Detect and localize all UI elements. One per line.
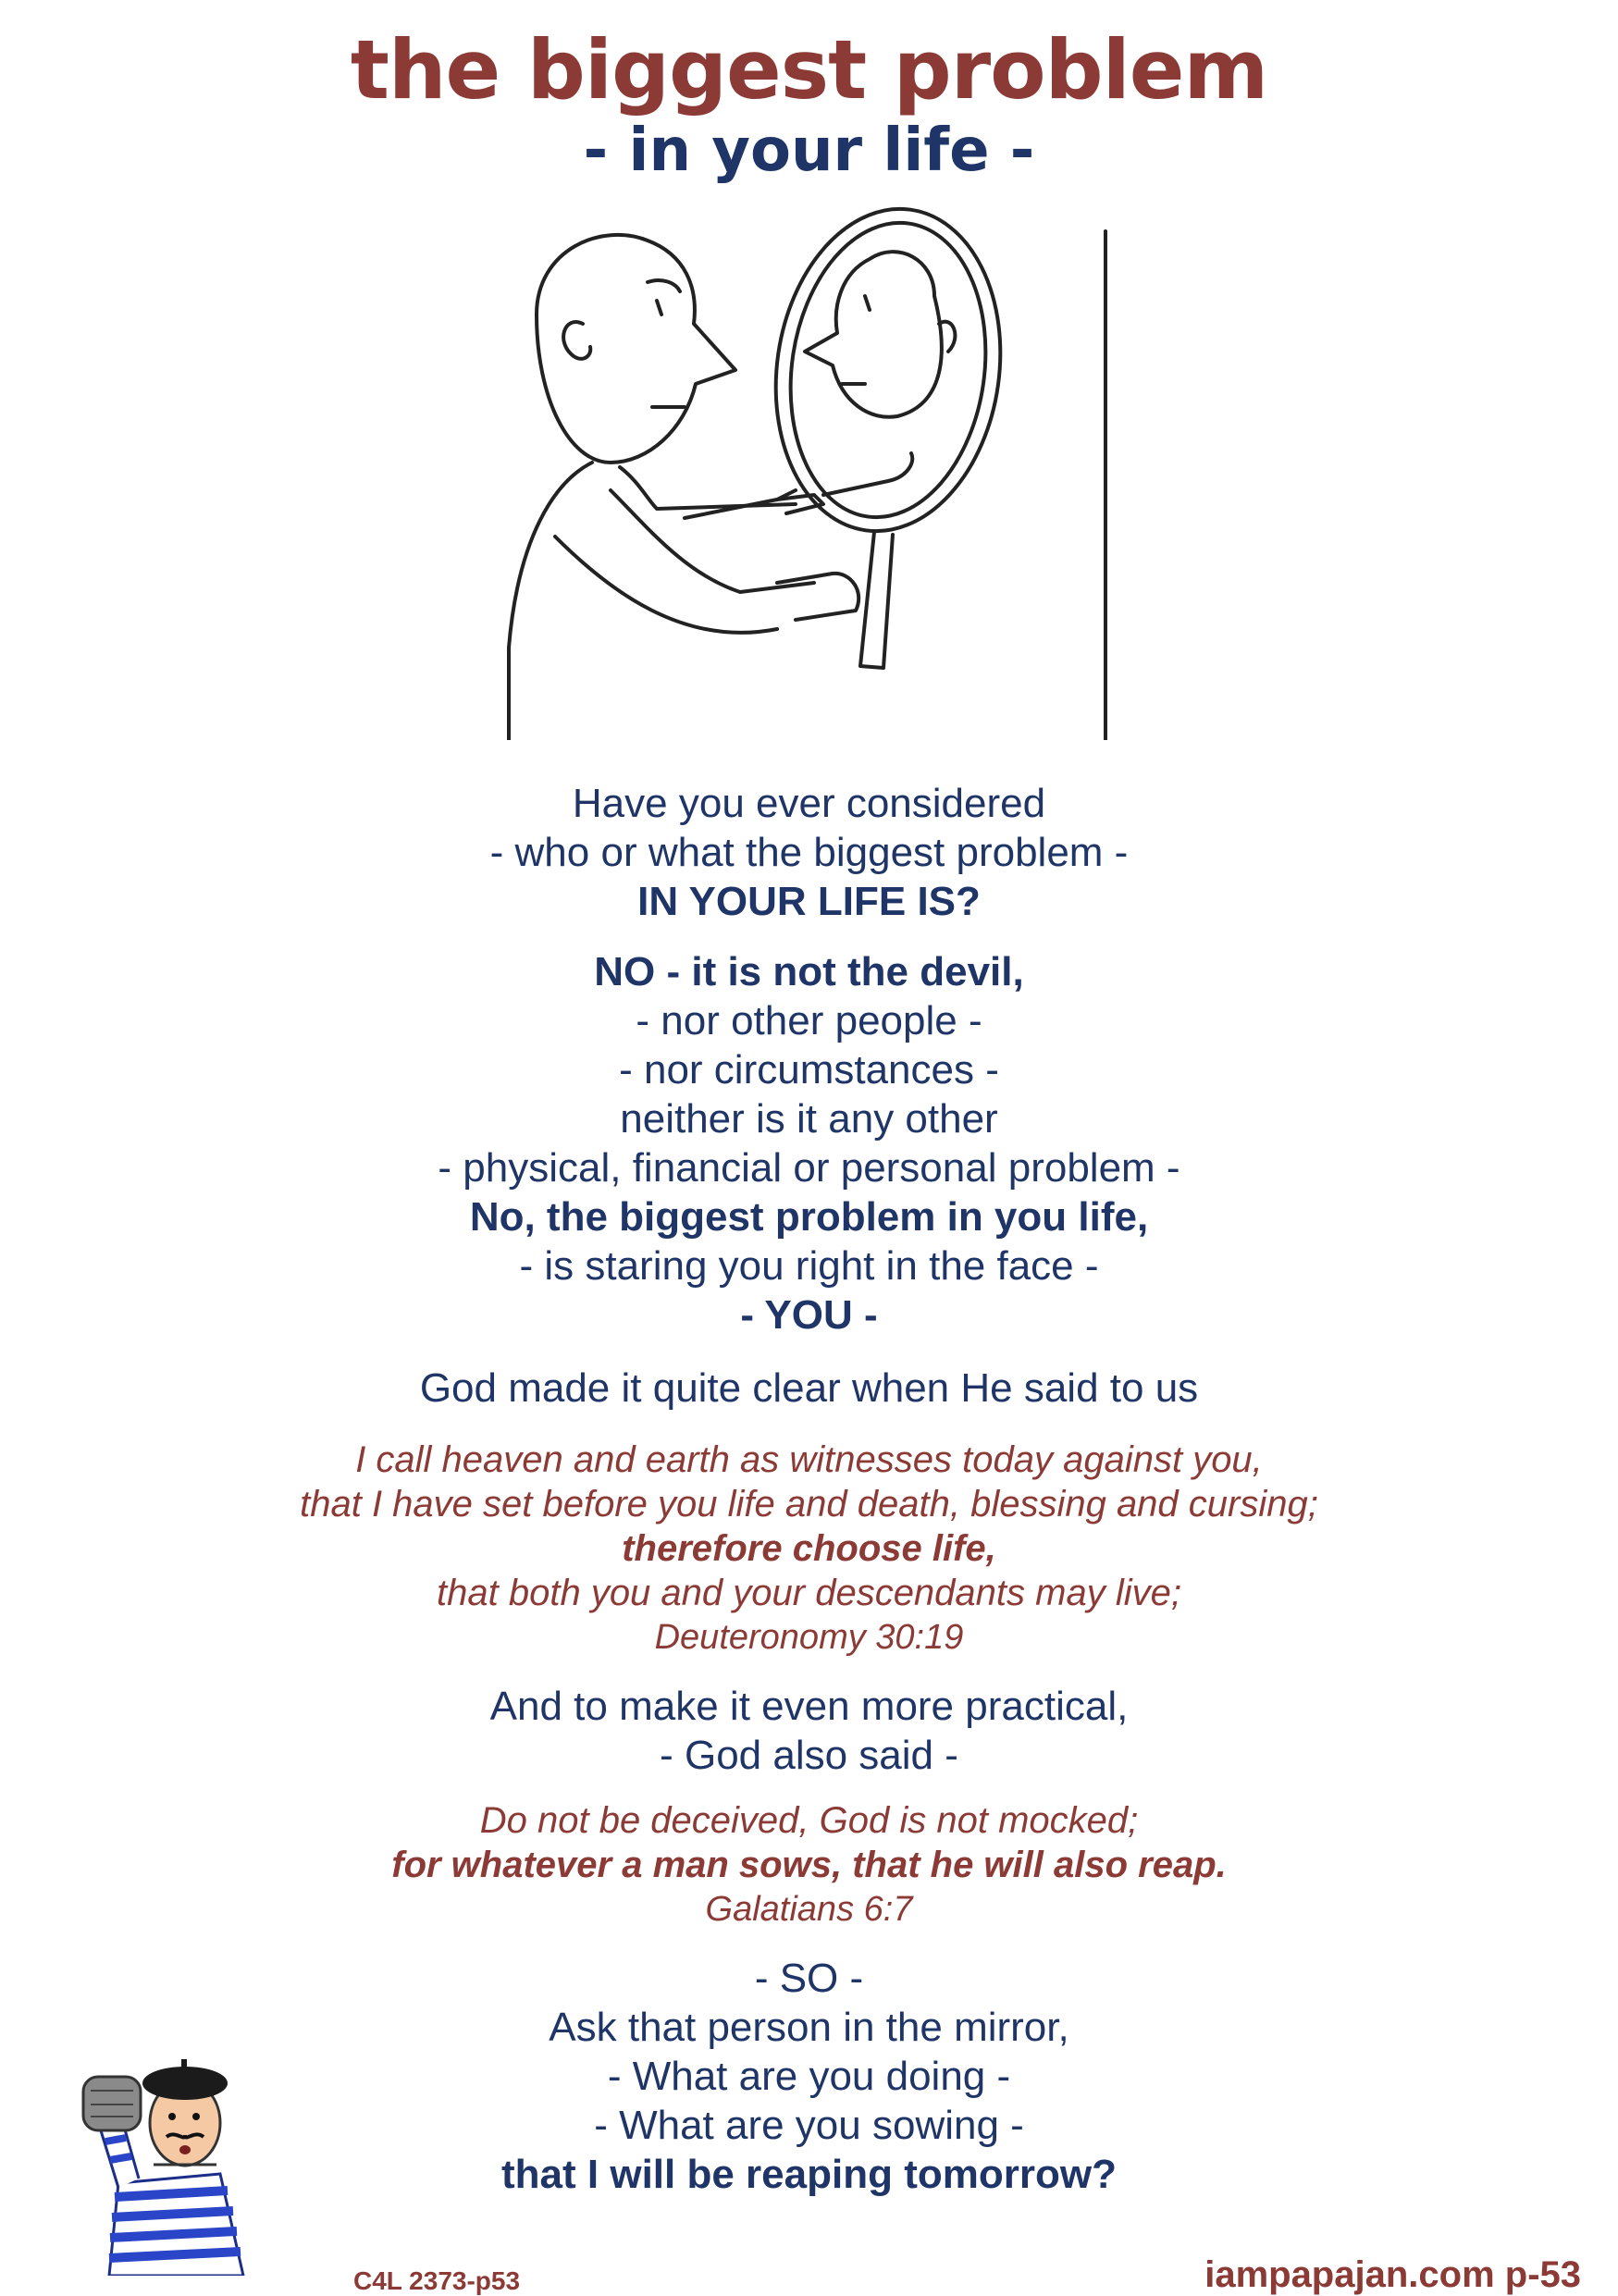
answer-line-7: - is staring you right in the face -: [519, 1243, 1099, 1289]
verse1-reference: Deuteronomy 30:19: [654, 1618, 964, 1657]
answer-line-1: NO - it is not the devil,: [594, 949, 1024, 994]
man-pointing-at-mirror-reflection-icon: [500, 185, 1129, 740]
closing-line-3: - What are you doing -: [607, 2054, 1011, 2099]
answer-line-8: - YOU -: [740, 1292, 878, 1338]
god-said-block: [0, 1364, 1618, 1413]
answer-block: [0, 947, 1618, 1339]
verse-deuteronomy: [0, 1438, 1618, 1660]
closing-line-2: Ask that person in the mirror,: [549, 2005, 1069, 2050]
answer-line-2: - nor other people -: [636, 998, 982, 1043]
verse1-line-1: I call heaven and earth as witnesses today against you,: [355, 1439, 1263, 1480]
closing-line-1: - SO -: [754, 1956, 864, 2001]
answer-line-3: - nor circumstances -: [619, 1047, 999, 1092]
verse1-line-3: therefore choose life,: [622, 1528, 996, 1569]
footer-site: iampapajan.com p-53: [1204, 2254, 1581, 2295]
verse1-line-4: that both you and your descendants may live;: [437, 1573, 1181, 1613]
verse2-line-2: for whatever a man sows, that he will also reap.: [391, 1845, 1227, 1885]
intro-line-2: - who or what the biggest problem -: [489, 830, 1129, 875]
striped-shirt-mascot-fist-icon: [81, 2026, 266, 2276]
intro-line-3: IN YOUR LIFE IS?: [637, 879, 981, 924]
practical-block: [0, 1682, 1618, 1780]
verse2-line-1: Do not be deceived, God is not mocked;: [479, 1800, 1139, 1841]
closing-line-4: - What are you sowing -: [594, 2103, 1024, 2148]
verse-galatians: [0, 1798, 1618, 1932]
practical-line-2: - God also said -: [660, 1733, 958, 1778]
god-said-line: God made it quite clear when He said to us: [419, 1365, 1199, 1411]
page-title: the biggest problem: [350, 22, 1268, 117]
answer-line-6: No, the biggest problem in you life,: [469, 1194, 1149, 1240]
closing-line-5: that I will be reaping tomorrow?: [501, 2152, 1117, 2197]
page-subtitle: - in your life -: [583, 117, 1035, 185]
practical-line-1: And to make it even more practical,: [489, 1684, 1129, 1729]
footer-code: C4L 2373-p53: [353, 2266, 521, 2295]
answer-line-4: neither is it any other: [620, 1096, 998, 1142]
verse1-line-2: that I have set before you life and death, blessing and cursing;: [300, 1484, 1318, 1524]
answer-line-5: - physical, financial or personal problem -: [438, 1145, 1180, 1191]
verse2-reference: Galatians 6:7: [705, 1890, 913, 1929]
intro-line-1: Have you ever considered: [572, 781, 1046, 826]
intro-block: [0, 779, 1618, 926]
